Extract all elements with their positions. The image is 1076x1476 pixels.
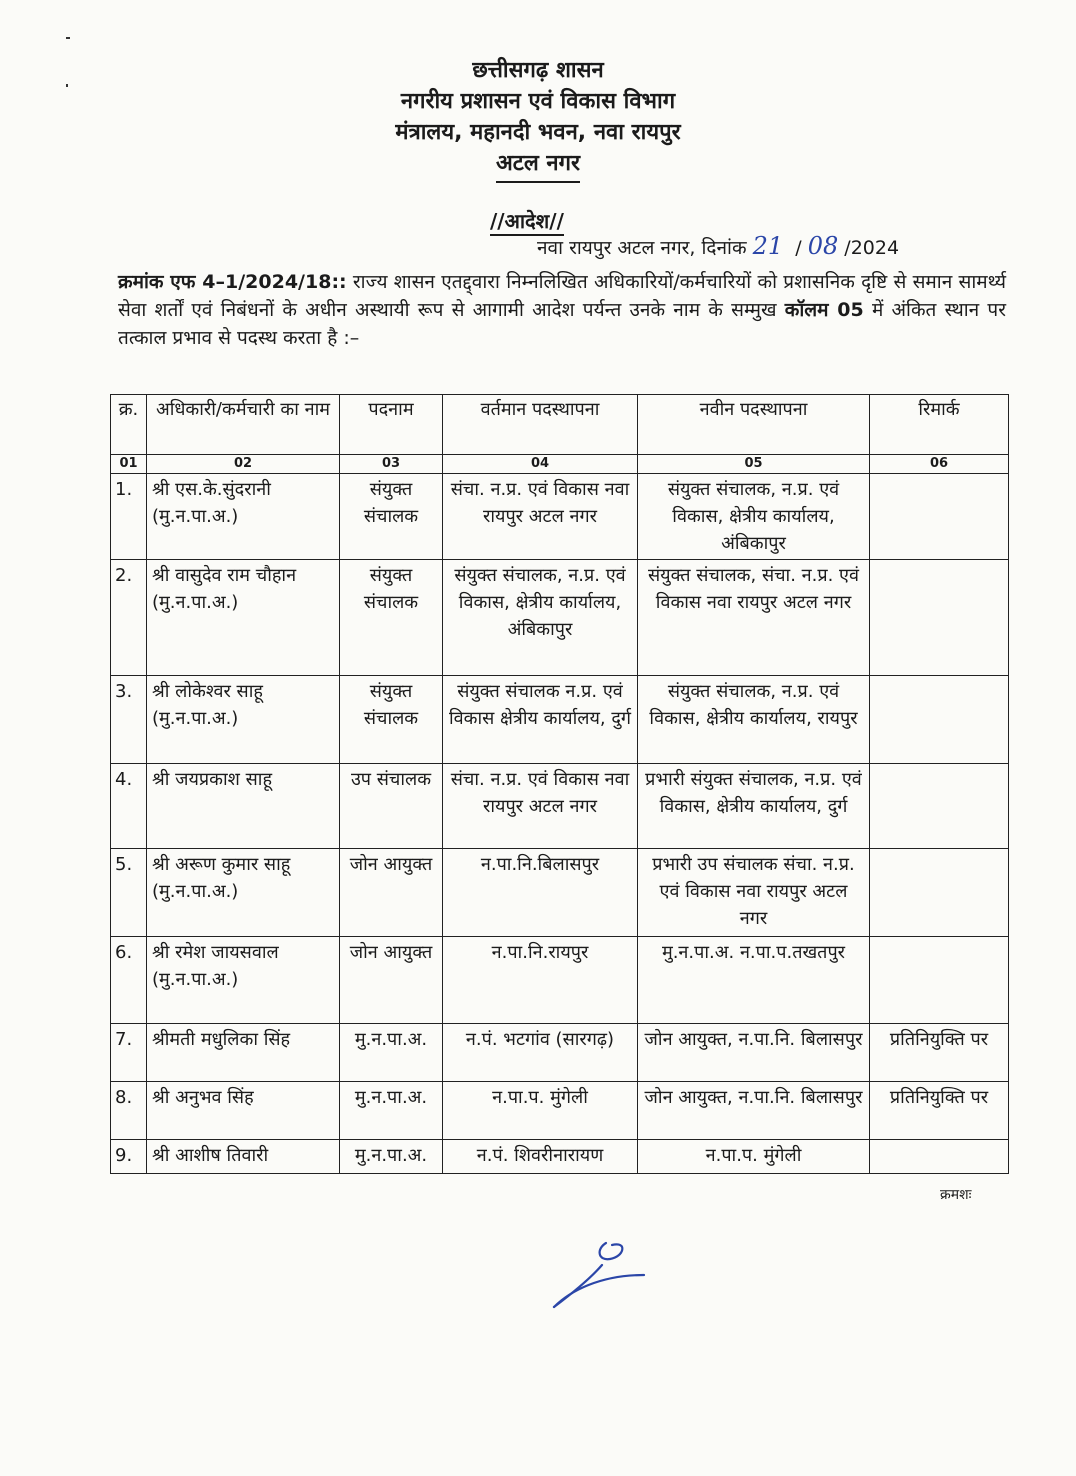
order-title: //आदेश// xyxy=(490,207,564,236)
cell-current-posting: न.पं. भटगांव (सारगढ़) xyxy=(443,1024,638,1082)
date-line: नवा रायपुर अटल नगर, दिनांक 21 / 08 /2024 xyxy=(537,232,900,260)
cell-name: श्री जयप्रकाश साहू xyxy=(147,764,340,849)
scan-speck xyxy=(66,37,70,39)
cell-serial: 6. xyxy=(111,937,147,1024)
cell-serial: 4. xyxy=(111,764,147,849)
column-number: 02 xyxy=(147,455,340,474)
cell-serial: 8. xyxy=(111,1082,147,1140)
cell-serial: 9. xyxy=(111,1140,147,1174)
cell-name: श्री अरूण कुमार साहू (मु.न.पा.अ.) xyxy=(147,849,340,937)
order-text-bold: कॉलम 05 xyxy=(784,299,864,321)
cell-new-posting: संयुक्त संचालक, न.प्र. एवं विकास, क्षेत्रीय कार्यालय, रायपुर xyxy=(638,676,870,764)
order-text-1: राज्य शासन एतद्द्वारा निम्नलिखित अधिकारियों/कर्मचारियों को प्रशासनिक दृष्टि से समान सामर्थ्य सेवा शर्तों एवं निबंधनों के अधीन अस्थायी रूप से आगामी आदेश पर्यन्त उनके नाम के सम्मुख xyxy=(118,271,1006,321)
continued-marker: क्रमशः xyxy=(940,1187,972,1203)
order-text-2: में अंकित स्थान पर तत्काल प्रभाव से पदस्थ करता है :– xyxy=(118,299,1006,349)
cell-designation: उप संचालक xyxy=(340,764,443,849)
order-number: क्रमांक एफ 4–1/2024/18:: xyxy=(118,271,347,293)
cell-new-posting: प्रभारी उप संचालक संचा. न.प्र. एवं विकास नवा रायपुर अटल नगर xyxy=(638,849,870,937)
header-government: छत्तीसगढ़ शासन xyxy=(472,58,604,83)
table-row xyxy=(111,1140,1009,1174)
table-row xyxy=(111,849,1009,937)
cell-current-posting: संचा. न.प्र. एवं विकास नवा रायपुर अटल नगर xyxy=(443,764,638,849)
cell-name: श्री वासुदेव राम चौहान (मु.न.पा.अ.) xyxy=(147,560,340,676)
cell-current-posting: संयुक्त संचालक न.प्र. एवं विकास क्षेत्रीय कार्यालय, दुर्ग xyxy=(443,676,638,764)
cell-name: श्री रमेश जायसवाल (मु.न.पा.अ.) xyxy=(147,937,340,1024)
cell-serial: 7. xyxy=(111,1024,147,1082)
header-serial: क्र. xyxy=(111,395,147,455)
cell-name: श्री एस.के.सुंदरानी (मु.न.पा.अ.) xyxy=(147,474,340,560)
column-number: 03 xyxy=(340,455,443,474)
table-row xyxy=(111,764,1009,849)
header-new-posting: नवीन पदस्थापना xyxy=(638,395,870,455)
cell-new-posting: जोन आयुक्त, न.पा.नि. बिलासपुर xyxy=(638,1024,870,1082)
cell-current-posting: संचा. न.प्र. एवं विकास नवा रायपुर अटल नगर xyxy=(443,474,638,560)
cell-serial: 5. xyxy=(111,849,147,937)
table-row xyxy=(111,1024,1009,1082)
date-month: 08 xyxy=(807,232,839,260)
column-number: 06 xyxy=(870,455,1009,474)
cell-designation: जोन आयुक्त xyxy=(340,937,443,1024)
header-city: अटल नगर xyxy=(496,148,580,183)
cell-serial: 3. xyxy=(111,676,147,764)
header-address: मंत्रालय, महानदी भवन, नवा रायपुर xyxy=(395,120,681,145)
header-department: नगरीय प्रशासन एवं विकास विभाग xyxy=(400,89,676,114)
cell-new-posting: संयुक्त संचालक, न.प्र. एवं विकास, क्षेत्रीय कार्यालय, अंबिकापुर xyxy=(638,474,870,560)
date-day: 21 xyxy=(752,232,784,260)
cell-name: श्री आशीष तिवारी xyxy=(147,1140,340,1174)
date-place: नवा रायपुर अटल नगर, दिनांक xyxy=(537,237,747,259)
cell-designation: जोन आयुक्त xyxy=(340,849,443,937)
signature-icon xyxy=(540,1235,660,1325)
cell-new-posting: संयुक्त संचालक, संचा. न.प्र. एवं विकास नवा रायपुर अटल नगर xyxy=(638,560,870,676)
cell-remark xyxy=(870,676,1009,764)
date-year: 2024 xyxy=(850,237,900,259)
posting-table xyxy=(110,394,1009,1174)
cell-current-posting: न.पा.नि.रायपुर xyxy=(443,937,638,1024)
header-current-posting: वर्तमान पदस्थापना xyxy=(443,395,638,455)
cell-designation: संयुक्त संचालक xyxy=(340,474,443,560)
cell-remark xyxy=(870,1140,1009,1174)
cell-name: श्री लोकेश्वर साहू (मु.न.पा.अ.) xyxy=(147,676,340,764)
cell-designation: मु.न.पा.अ. xyxy=(340,1082,443,1140)
order-body xyxy=(118,268,1006,352)
cell-remark: प्रतिनियुक्ति पर xyxy=(870,1024,1009,1082)
document-header xyxy=(0,55,1076,183)
cell-designation: संयुक्त संचालक xyxy=(340,560,443,676)
column-number-row xyxy=(111,455,1009,474)
cell-remark xyxy=(870,849,1009,937)
cell-name: श्री अनुभव सिंह xyxy=(147,1082,340,1140)
table-header-row xyxy=(111,395,1009,455)
column-number: 01 xyxy=(111,455,147,474)
column-number: 05 xyxy=(638,455,870,474)
table-row xyxy=(111,560,1009,676)
table-row xyxy=(111,1082,1009,1140)
cell-new-posting: जोन आयुक्त, न.पा.नि. बिलासपुर xyxy=(638,1082,870,1140)
cell-serial: 2. xyxy=(111,560,147,676)
cell-current-posting: न.पं. शिवरीनारायण xyxy=(443,1140,638,1174)
cell-remark xyxy=(870,764,1009,849)
header-name: अधिकारी/कर्मचारी का नाम xyxy=(147,395,340,455)
cell-designation: मु.न.पा.अ. xyxy=(340,1024,443,1082)
column-number: 04 xyxy=(443,455,638,474)
cell-current-posting: संयुक्त संचालक, न.प्र. एवं विकास, क्षेत्रीय कार्यालय, अंबिकापुर xyxy=(443,560,638,676)
cell-remark xyxy=(870,937,1009,1024)
cell-remark: प्रतिनियुक्ति पर xyxy=(870,1082,1009,1140)
cell-designation: मु.न.पा.अ. xyxy=(340,1140,443,1174)
cell-current-posting: न.पा.नि.बिलासपुर xyxy=(443,849,638,937)
header-designation: पदनाम xyxy=(340,395,443,455)
header-remark: रिमार्क xyxy=(870,395,1009,455)
cell-new-posting: प्रभारी संयुक्त संचालक, न.प्र. एवं विकास, क्षेत्रीय कार्यालय, दुर्ग xyxy=(638,764,870,849)
table-row xyxy=(111,474,1009,560)
cell-new-posting: न.पा.प. मुंगेली xyxy=(638,1140,870,1174)
cell-serial: 1. xyxy=(111,474,147,560)
cell-designation: संयुक्त संचालक xyxy=(340,676,443,764)
cell-new-posting: मु.न.पा.अ. न.पा.प.तखतपुर xyxy=(638,937,870,1024)
cell-name: श्रीमती मधुलिका सिंह xyxy=(147,1024,340,1082)
cell-remark xyxy=(870,560,1009,676)
cell-remark xyxy=(870,474,1009,560)
cell-current-posting: न.पा.प. मुंगेली xyxy=(443,1082,638,1140)
table-row xyxy=(111,937,1009,1024)
table-row xyxy=(111,676,1009,764)
